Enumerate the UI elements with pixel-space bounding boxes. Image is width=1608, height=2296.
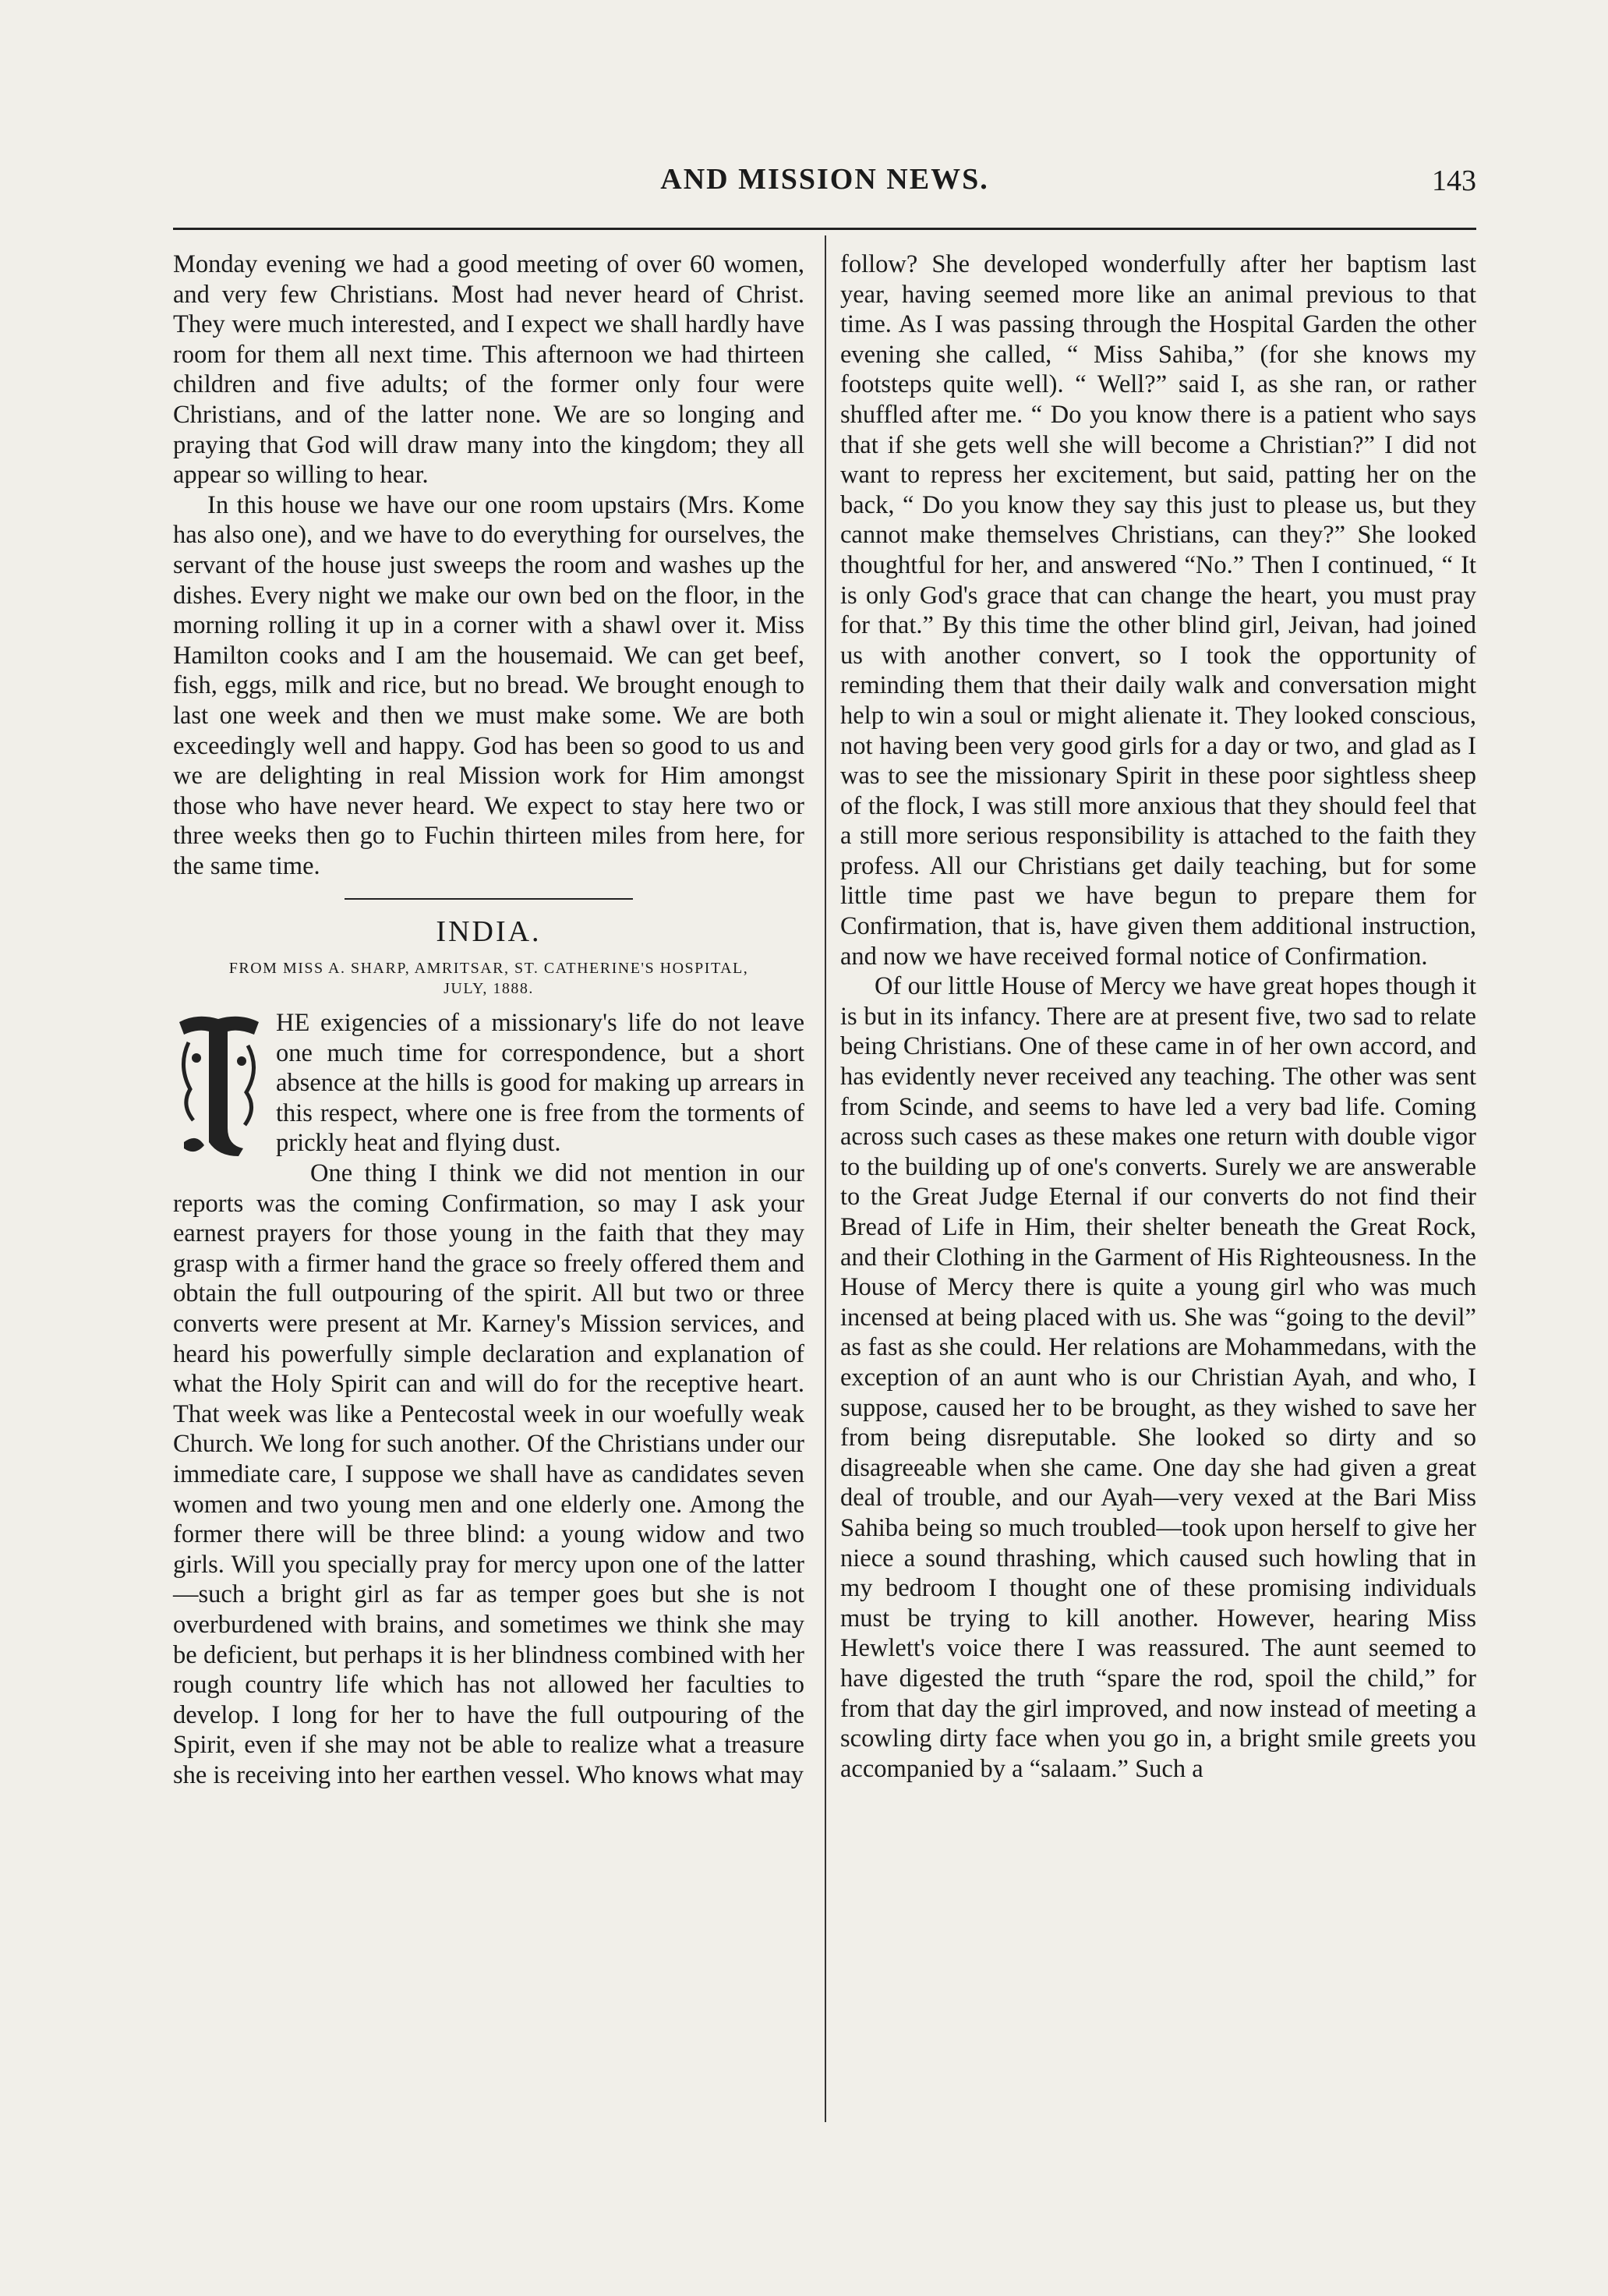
column-divider <box>825 235 826 2122</box>
ornamental-dropcap-t <box>173 1011 265 1159</box>
paragraph: Monday evening we had a good meeting of over 60 women, and very few Christians. Most had never heard of Christ. They were much interested, and I expect we shall hardly have room for them all next time. This afternoon we had thirteen children and five adults; of the former only four were Christians, and of the latter none. We are so longing and praying that God will draw many into the kingdom; they all appear so willing to hear. <box>173 250 804 490</box>
running-title: AND MISSION NEWS. <box>660 163 989 196</box>
paragraph: follow? She developed wonderfully after her baptism last year, having seemed more like an animal previous to that time. As I was passing through the Hospital Garden the other evening she called, “ Miss Sahiba,” (for she knows my footsteps quite well). “ Well?” said I, as she ran, or rather shuffled after me. “ Do you know there is a patient who says that if she gets well she will become a Christian?” I did not want to repress her excitement, but said, patting her on the back, “ Do you know they say this just to please us, but they cannot make themselves Christians, can they?” She looked thoughtful for her, and answered “No.” Then I continued, “ It is only God's grace that can change the heart, you must pray for that.” By this time the other blind girl, Jeivan, had joined us with another convert, so I took the opportunity of reminding them that their daily walk and conversation might help to win a soul or might alienate it. They looked conscious, not having been very good girls for a day or two, and glad as I was to see the missionary Spirit in these poor sightless sheep of the flock, I was still more anxious that they should feel that a still more serious responsibility is attached to the faith they profess. All our Christians get daily teaching, but for some little time past we have begun to prepare them for Confirmation, that is, have given them additional instruction, and now we have received formal notice of Confirmation. <box>840 250 1476 971</box>
paragraph: In this house we have our one room upstairs (Mrs. Kome has also one), and we have to do everything for ourselves, the servant of the house just sweeps the room and washes up the dishes. Every night we make our own bed on the floor, in the morning rolling it up in a corner with a shawl over it. Miss Hamilton cooks and I am the housemaid. We can get beef, fish, eggs, milk and rice, but no bread. We brought enough to last one week and then we must make some. We are both exceedingly well and happy. God has been so good to us and we are delighting in real Mission work for Him amongst those who have never heard. We expect to stay here two or three weeks then go to Fuchin thirteen miles from here, for the same time. <box>173 490 804 880</box>
paragraph-with-dropcap <box>173 1008 804 1159</box>
right-column <box>840 249 1476 1784</box>
header-rule <box>173 228 1476 230</box>
page-number: 143 <box>1432 165 1476 197</box>
paragraph: Of our little House of Mercy we have great hopes though it is but in its infancy. There are at present five, two sad to relate being Christians. One of these came in of her own accord, and has evidently never received any teaching. The other was sent from Scinde, and seems to have led a very bad life. Coming across such cases as these makes one return with double vigor to the building up of one's converts. Surely we are answerable to the Great Judge Eternal if our converts do not find their Bread of Life in Him, their shelter beneath the Great Rock, and their Clothing in the Garment of His Righteousness. In the House of Mercy there is quite a young girl who was much incensed at being placed with us. She was “going to the devil” as fast as she could. Her relations are Mohammedans, with the exception of an aunt who is our Christian Ayah, and who, I suppose, caused her to be brought, as they wished to save her from being disreputable. She looked so dirty and so disagreeable when she came. One day she had given a great deal of trouble, and our Ayah—very vexed at the Bari Miss Sahiba being so much troubled—took upon herself to give her niece a sound thrashing, which caused such howling that in my bedroom I thought one of these promising individuals must be trying to kill another. However, hearing Miss Hewlett's voice there I was reassured. The aunt seemed to have digested the truth “spare the rod, spoil the child,” for from that day the girl improved, and now instead of meeting a scowling dirty face when you go in, a bright smile greets you accompanied by a “salaam.” Such a <box>840 972 1476 1783</box>
byline <box>173 958 804 999</box>
dropcap-paragraph-text: HE exigencies of a missionary's life do not leave one much time for correspondence, but a short absence at the hills is good for making up arrears in this respect, where one is free from the torments of prickly heat and flying dust. <box>276 1009 804 1158</box>
section-title: INDIA. <box>436 915 542 949</box>
paragraph: One thing I think we did not mention in our reports was the coming Confirmation, so may I ask your earnest prayers for those young in the faith that they may grasp with a firmer hand the grace so freely offered them and obtain the full outpouring of the spirit. All but two or three converts were present at Mr. Karney's Mission services, and heard his powerfully simple declaration and explanation of what the Holy Spirit can and will do for the receptive heart. That week was like a Pentecostal week in our woefully weak Church. We long for such another. Of the Christians under our immediate care, I suppose we shall have as candidates seven women and two young men and one elderly one. Among the former there will be three blind: a young widow and two girls. Will you specially pray for mercy upon one of the latter—such a bright girl as far as temper goes but she is not overburdened with brains, and sometimes we think she may be deficient, but perhaps it is her blindness combined with her rough country life which has not allowed her faculties to develop. I long for her to have the full outpouring of the Spirit, even if she may not be able to realize what a treasure she is receiving into her earthen vessel. Who knows what may <box>173 1159 804 1789</box>
left-column <box>173 249 804 1791</box>
byline-line: FROM MISS A. SHARP, AMRITSAR, ST. CATHERINE'S HOSPITAL, <box>228 960 749 978</box>
ornamental-t-icon <box>173 1011 265 1159</box>
page-header <box>173 162 1476 214</box>
byline-date: JULY, 1888. <box>444 980 534 998</box>
section-rule <box>345 898 633 900</box>
